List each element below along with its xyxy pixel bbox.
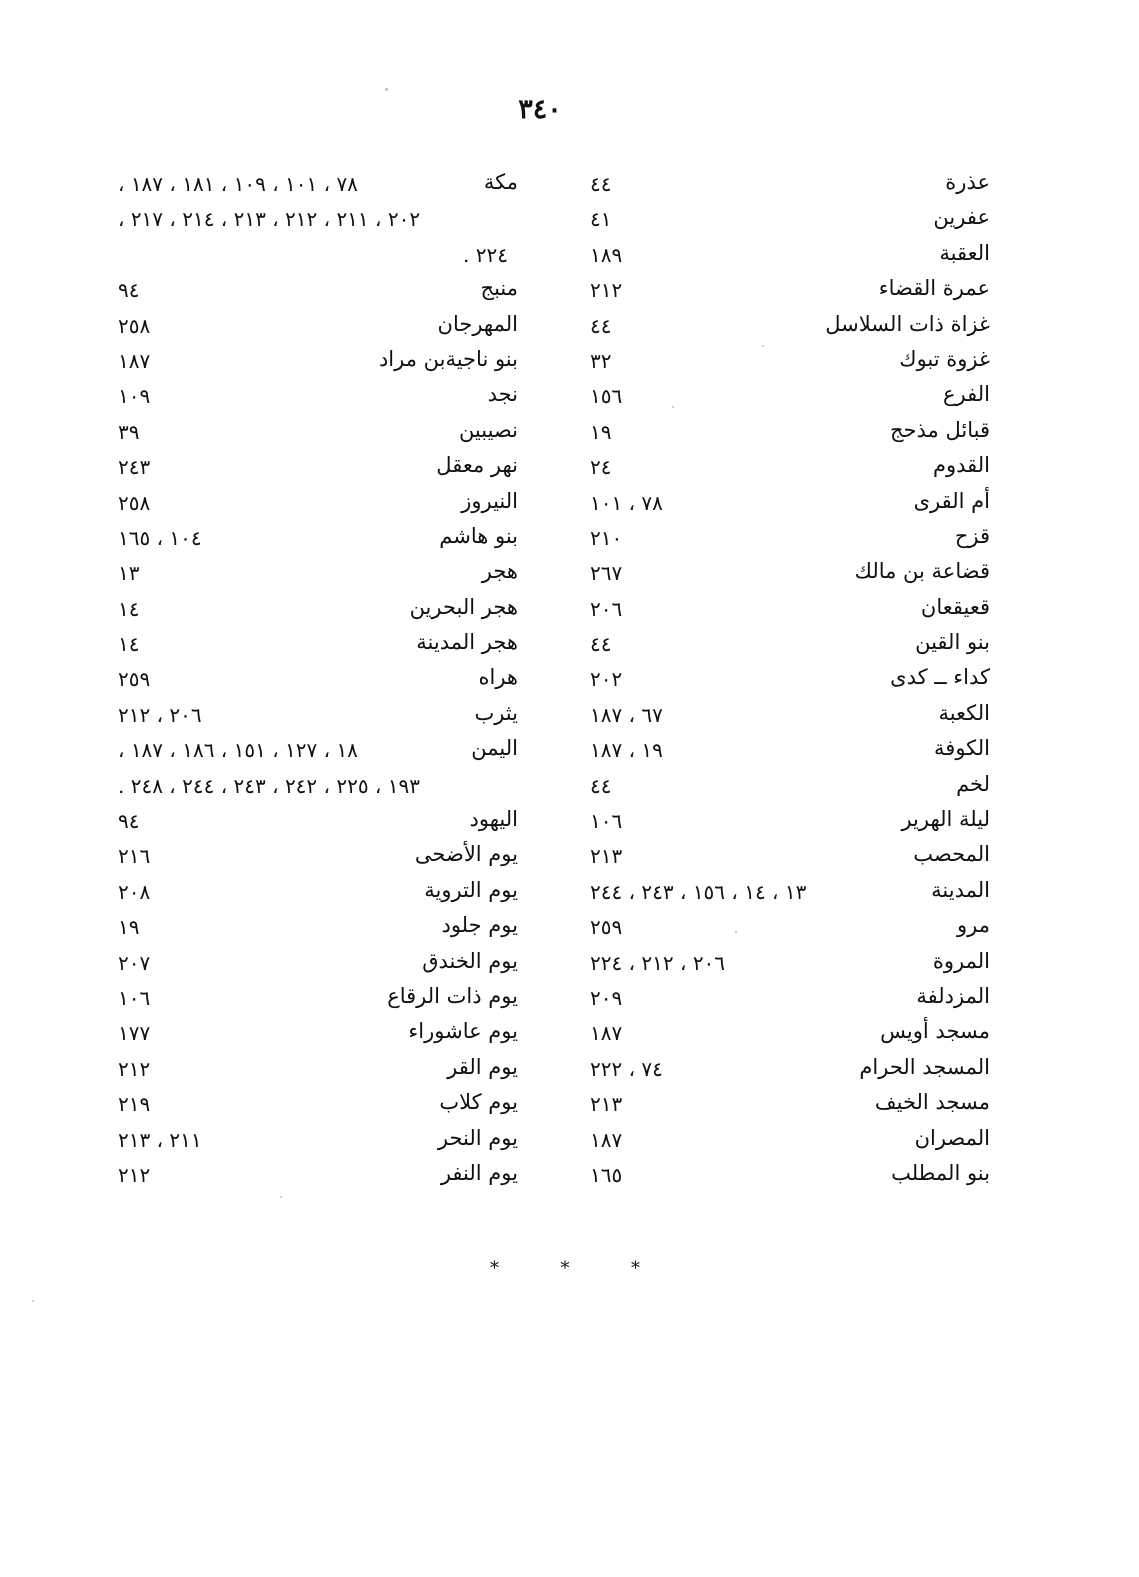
index-term: عفرين (933, 205, 990, 230)
index-entry (118, 557, 518, 592)
index-term: المصران (914, 1125, 990, 1150)
index-entry-continuation (118, 239, 518, 274)
index-refs: ٢٠٦ (590, 596, 623, 621)
index-term: الكعبة (938, 700, 990, 725)
index-entry (590, 1124, 990, 1159)
index-term: قزح (954, 523, 990, 548)
index-refs: ٢١٣ (590, 844, 623, 869)
index-refs: ٢٤٣ (118, 455, 151, 480)
index-entry (118, 380, 518, 415)
index-refs: ١٦٥ (590, 1162, 623, 1187)
index-term: نجد (487, 382, 518, 407)
index-term: هراه (478, 665, 518, 690)
index-term: نصيبين (458, 417, 518, 442)
index-entry-makka (118, 168, 518, 203)
index-refs: ٣٩ (118, 419, 140, 444)
index-column-left (118, 168, 518, 1194)
asterisk-icon: * (631, 1258, 640, 1279)
index-refs: ١٨٩ (590, 242, 623, 267)
index-term: يوم الخندق (422, 948, 518, 973)
index-refs: ٢١٦ (118, 844, 151, 869)
index-term: المروة (932, 948, 990, 973)
index-term: يوم التروية (424, 877, 518, 902)
index-term: عمرة القضاء (878, 276, 990, 301)
index-entry (590, 451, 990, 486)
index-entry (118, 982, 518, 1017)
index-term: أم القرى (913, 488, 990, 513)
index-refs: ٢١٢ (118, 1162, 151, 1187)
index-entry (118, 699, 518, 734)
index-term: الفرع (943, 382, 990, 407)
index-term: مرو (957, 913, 990, 938)
index-entry (590, 805, 990, 840)
index-refs: ٣٢ (590, 348, 612, 373)
index-refs: ٢٥٩ (590, 915, 623, 940)
index-term: بنو ناجيةبن مراد (378, 346, 518, 371)
index-refs: ٢٥٨ (118, 313, 151, 338)
index-refs: ٢١٩ (118, 1092, 151, 1117)
index-refs: ٢١٣ (590, 1092, 623, 1117)
index-term: اليمن (471, 736, 518, 761)
page-number: ٣٤٠ (518, 94, 562, 125)
index-term: يثرب (474, 700, 518, 725)
index-entry (590, 487, 990, 522)
index-entry (590, 628, 990, 663)
index-term: يوم القر (447, 1054, 518, 1079)
index-entry (590, 345, 990, 380)
index-term: اليهود (469, 807, 518, 832)
index-refs: ١٤ (118, 596, 140, 621)
index-entry (118, 1159, 518, 1194)
index-refs: ٢٠٦ ، ٢١٢ ، ٢٢٤ (590, 950, 726, 975)
index-entry (590, 982, 990, 1017)
index-refs: ٢٤ (590, 455, 612, 480)
index-term: قعيقعان (920, 594, 990, 619)
index-term: المزدلفة (916, 983, 990, 1008)
index-refs-continuation: ١٩٣ ، ٢٢٥ ، ٢٤٢ ، ٢٤٣ ، ٢٤٤ ، ٢٤٨ . (118, 773, 420, 798)
index-refs-continuation: ٢٢٤ . (463, 242, 508, 267)
index-refs: ٤٤ (590, 313, 612, 338)
index-term: ليلة الهرير (901, 807, 990, 832)
index-term: نهر معقل (436, 453, 518, 478)
index-term: هجر البحرين (409, 594, 518, 619)
index-entry (590, 734, 990, 769)
index-refs: ١٨٧ (590, 1021, 623, 1046)
index-entry (590, 593, 990, 628)
index-refs: ٢٠٨ (118, 879, 151, 904)
index-refs: ٤٤ (590, 632, 612, 657)
index-entry (118, 911, 518, 946)
index-refs: ٢٥٩ (118, 667, 151, 692)
index-entry (118, 805, 518, 840)
index-term: يوم الأضحى (414, 842, 518, 867)
index-refs: ١٣ (118, 561, 140, 586)
index-entry (590, 557, 990, 592)
index-term: بنو المطلب (891, 1160, 990, 1185)
index-term: عذرة (945, 170, 990, 194)
index-entry-continuation (118, 203, 518, 238)
index-entry (590, 239, 990, 274)
scan-speck (672, 406, 674, 408)
index-term: يوم جلود (441, 913, 518, 938)
index-refs: ٤٤ (590, 773, 612, 798)
index-entry (590, 911, 990, 946)
index-entry (118, 310, 518, 345)
index-refs: ٤١ (590, 207, 612, 232)
index-term: غزوة تبوك (899, 346, 990, 371)
index-term: النيروز (461, 488, 518, 513)
index-term: بنو القين (915, 630, 990, 655)
index-refs: ١٣ ، ١٤ ، ١٥٦ ، ٢٤٣ ، ٢٤٤ (590, 879, 807, 904)
index-entry (118, 345, 518, 380)
index-entry (590, 876, 990, 911)
index-term: يوم ذات الرقاع (387, 983, 518, 1008)
index-term: مسجد أويس (880, 1019, 990, 1044)
index-entry (118, 947, 518, 982)
index-entry (590, 203, 990, 238)
index-entry (118, 451, 518, 486)
scan-speck (762, 345, 764, 347)
index-term: هجر المدينة (416, 630, 518, 655)
index-term: المدينة (931, 877, 990, 902)
index-term: العقبة (939, 240, 990, 265)
index-term: قبائل مذحج (889, 417, 990, 442)
index-entry (118, 487, 518, 522)
index-entry (590, 380, 990, 415)
index-refs: ٦٧ ، ١٨٧ (590, 702, 663, 727)
index-entry-yemen (118, 734, 518, 769)
index-refs: ٢١٠ (590, 525, 623, 550)
index-refs: ١٠٤ ، ١٦٥ (118, 525, 202, 550)
index-term: قضاعة بن مالك (854, 559, 990, 584)
index-entry (590, 1088, 990, 1123)
index-entry (118, 1088, 518, 1123)
index-refs: ٢٦٧ (590, 561, 623, 586)
index-refs: ٢١١ ، ٢١٣ (118, 1127, 202, 1152)
index-term: المهرجان (437, 311, 518, 336)
index-term: مسجد الخيف (874, 1090, 990, 1115)
index-refs: ١٠٦ (590, 809, 623, 834)
index-term: منبج (480, 276, 518, 301)
index-entry (118, 416, 518, 451)
index-refs: ١٨ ، ١٢٧ ، ١٥١ ، ١٨٦ ، ١٨٧ ، (118, 738, 358, 763)
index-term: كداء ــ كدى (890, 665, 990, 690)
scan-speck (735, 931, 737, 933)
index-refs-continuation: ٢٠٢ ، ٢١١ ، ٢١٢ ، ٢١٣ ، ٢١٤ ، ٢١٧ ، (118, 207, 421, 232)
section-separator (490, 1258, 640, 1279)
index-term: يوم كلاب (439, 1090, 518, 1115)
index-column-right (590, 168, 990, 1194)
index-entry (118, 1124, 518, 1159)
asterisk-icon: * (490, 1258, 499, 1279)
index-entry (118, 1017, 518, 1052)
index-refs: ٩٤ (118, 278, 140, 303)
index-entry (118, 1053, 518, 1088)
index-refs: ٢١٢ (118, 1056, 151, 1081)
index-term: هجر (481, 559, 518, 584)
index-term: الكوفة (934, 736, 990, 761)
index-refs: ١٨٧ (118, 348, 151, 373)
index-refs: ١٩ (118, 915, 140, 940)
index-entry (590, 840, 990, 875)
index-refs: ٩٤ (118, 809, 140, 834)
index-entry (118, 840, 518, 875)
index-term: المحصب (913, 842, 990, 867)
index-entry (118, 876, 518, 911)
index-entry (590, 663, 990, 698)
index-entry (118, 593, 518, 628)
index-entry (118, 522, 518, 557)
index-term: يوم النفر (440, 1160, 518, 1185)
index-refs: ١٩ ، ١٨٧ (590, 738, 663, 763)
index-refs: ٢٥٨ (118, 490, 151, 515)
index-entry (590, 770, 990, 805)
index-refs: ١٩ (590, 419, 612, 444)
index-term: القدوم (932, 453, 990, 478)
index-refs: ١٤ (118, 632, 140, 657)
index-term: لخم (956, 771, 990, 796)
index-term: يوم عاشوراء (408, 1019, 518, 1044)
index-entry (590, 416, 990, 451)
index-refs: ١٧٧ (118, 1021, 151, 1046)
index-term: مكة (483, 170, 518, 194)
index-entry (590, 310, 990, 345)
index-term: غزاة ذات السلاسل (825, 311, 990, 336)
index-entry (590, 947, 990, 982)
index-refs: ٢٠٢ (590, 667, 623, 692)
index-entry (118, 628, 518, 663)
index-refs: ٢٠٧ (118, 950, 151, 975)
index-entry (590, 274, 990, 309)
index-entry (590, 168, 990, 203)
index-entry-continuation (118, 770, 518, 805)
index-refs: ٤٤ (590, 172, 612, 196)
index-entry (590, 1017, 990, 1052)
index-entry (590, 1053, 990, 1088)
index-entry (118, 274, 518, 309)
scan-speck (385, 88, 388, 91)
index-term: المسجد الحرام (859, 1054, 990, 1079)
index-term: يوم النحر (437, 1125, 518, 1150)
scan-speck (280, 1196, 282, 1198)
index-entry (590, 699, 990, 734)
index-refs: ٢٠٩ (590, 985, 623, 1010)
index-refs: ١٨٧ (590, 1127, 623, 1152)
asterisk-icon: * (560, 1258, 570, 1279)
index-refs: ١٠٩ (118, 384, 151, 409)
index-refs: ٧٨ ، ١٠١ (590, 490, 663, 515)
scan-speck (32, 1300, 34, 1302)
index-refs: ٢١٢ (590, 278, 623, 303)
index-entry (118, 663, 518, 698)
index-term: بنو هاشم (439, 523, 518, 548)
index-refs: ١٠٦ (118, 985, 151, 1010)
index-refs: ٧٨ ، ١٠١ ، ١٠٩ ، ١٨١ ، ١٨٧ ، (118, 172, 358, 196)
index-entry (590, 522, 990, 557)
index-entry (590, 1159, 990, 1194)
index-refs: ٢٠٦ ، ٢١٢ (118, 702, 202, 727)
index-refs: ١٥٦ (590, 384, 623, 409)
index-refs: ٧٤ ، ٢٢٢ (590, 1056, 663, 1081)
